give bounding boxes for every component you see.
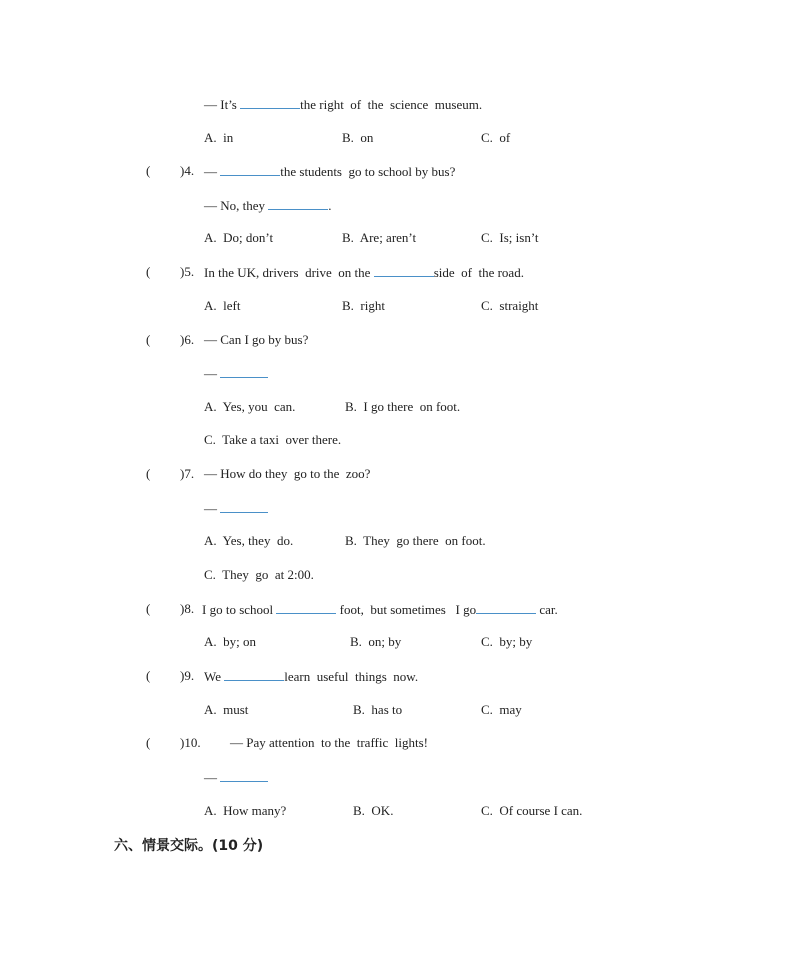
q4-line2 xyxy=(204,197,332,214)
q7-option-a: A. Yes, they do. xyxy=(204,533,294,548)
q9-option-c: C. may xyxy=(481,702,522,717)
q9-line1 xyxy=(204,668,418,685)
q9-number: )9. xyxy=(180,668,195,683)
q3-option-b: B. on xyxy=(342,130,374,145)
q8-option-a: A. by; on xyxy=(204,634,256,649)
q7-line2-dash: — xyxy=(204,501,221,516)
section-6-heading: 六、情景交际。(10 分) xyxy=(114,838,264,854)
q7-number: )7. xyxy=(180,466,195,481)
q6-line2 xyxy=(204,365,268,382)
q5-option-a: A. left xyxy=(204,298,241,313)
q4-line1 xyxy=(204,163,455,180)
q3-option-c: C. of xyxy=(481,130,511,145)
q4-line1-text: the students go to school by bus? xyxy=(280,164,456,179)
q7-option-b: B. They go there on foot. xyxy=(345,533,486,548)
q5-line1 xyxy=(204,264,524,281)
q3-prompt-text: — It’s xyxy=(204,97,241,112)
q10-option-b: B. OK. xyxy=(353,803,394,818)
q6-blank[interactable] xyxy=(220,365,268,378)
q4-line2-period: . xyxy=(328,198,332,213)
q4-answer-paren-open: ( xyxy=(146,163,151,178)
q8-line1-mid: foot, but sometimes I go xyxy=(336,602,477,617)
q8-option-b: B. on; by xyxy=(350,634,402,649)
q3-prompt-text-end: the right of the science museum. xyxy=(300,97,483,112)
q4-blank-2[interactable] xyxy=(268,197,328,210)
q6-line1: — Can I go by bus? xyxy=(204,332,309,347)
q10-number: )10. xyxy=(180,735,201,750)
q10-line2-dash: — xyxy=(204,770,221,785)
q10-option-a: A. How many? xyxy=(204,803,287,818)
q8-blank-2[interactable] xyxy=(476,601,536,614)
q9-blank[interactable] xyxy=(224,668,284,681)
q5-line1-text-end: side of the road. xyxy=(433,265,524,280)
q4-number: )4. xyxy=(180,163,195,178)
q4-option-c: C. Is; isn’t xyxy=(481,230,539,245)
q6-option-c: C. Take a taxi over there. xyxy=(204,432,342,447)
q10-option-c: C. Of course I can. xyxy=(481,803,583,818)
q3-blank[interactable] xyxy=(240,96,300,109)
q9-line1-end: learn useful things now. xyxy=(284,669,419,684)
q9-option-a: A. must xyxy=(204,702,249,717)
q8-line1 xyxy=(202,601,558,618)
q6-line2-dash: — xyxy=(204,366,221,381)
q8-answer-paren-open: ( xyxy=(146,601,151,616)
q4-line1-dash: — xyxy=(204,164,221,179)
q9-line1-text: We xyxy=(204,669,225,684)
q8-number: )8. xyxy=(180,601,195,616)
q7-answer-paren-open: ( xyxy=(146,466,151,481)
q5-option-c: C. straight xyxy=(481,298,539,313)
q5-number: )5. xyxy=(180,264,195,279)
q8-line1-end: car. xyxy=(536,602,558,617)
q7-option-c: C. They go at 2:00. xyxy=(204,567,314,582)
q4-option-a: A. Do; don’t xyxy=(204,230,274,245)
q8-line1-text: I go to school xyxy=(202,602,277,617)
q3-prompt xyxy=(204,96,482,113)
q4-blank-1[interactable] xyxy=(220,163,280,176)
q10-answer-paren-open: ( xyxy=(146,735,151,750)
q10-blank[interactable] xyxy=(220,769,268,782)
q3-option-a: A. in xyxy=(204,130,234,145)
q10-line2 xyxy=(204,769,268,786)
q6-option-b: B. I go there on foot. xyxy=(345,399,461,414)
q6-option-a: A. Yes, you can. xyxy=(204,399,296,414)
q7-line1: — How do they go to the zoo? xyxy=(204,466,371,481)
q7-blank[interactable] xyxy=(220,500,268,513)
q6-number: )6. xyxy=(180,332,195,347)
q5-answer-paren-open: ( xyxy=(146,264,151,279)
q5-line1-text: In the UK, drivers drive on the xyxy=(204,265,374,280)
q4-line2-text: — No, they xyxy=(204,198,269,213)
q9-answer-paren-open: ( xyxy=(146,668,151,683)
q8-blank-1[interactable] xyxy=(276,601,336,614)
q4-option-b: B. Are; aren’t xyxy=(342,230,417,245)
q9-option-b: B. has to xyxy=(353,702,403,717)
q8-option-c: C. by; by xyxy=(481,634,533,649)
q5-blank[interactable] xyxy=(374,264,434,277)
q5-option-b: B. right xyxy=(342,298,385,313)
q6-answer-paren-open: ( xyxy=(146,332,151,347)
q7-line2 xyxy=(204,500,268,517)
q10-line1: — Pay attention to the traffic lights! xyxy=(230,735,428,750)
